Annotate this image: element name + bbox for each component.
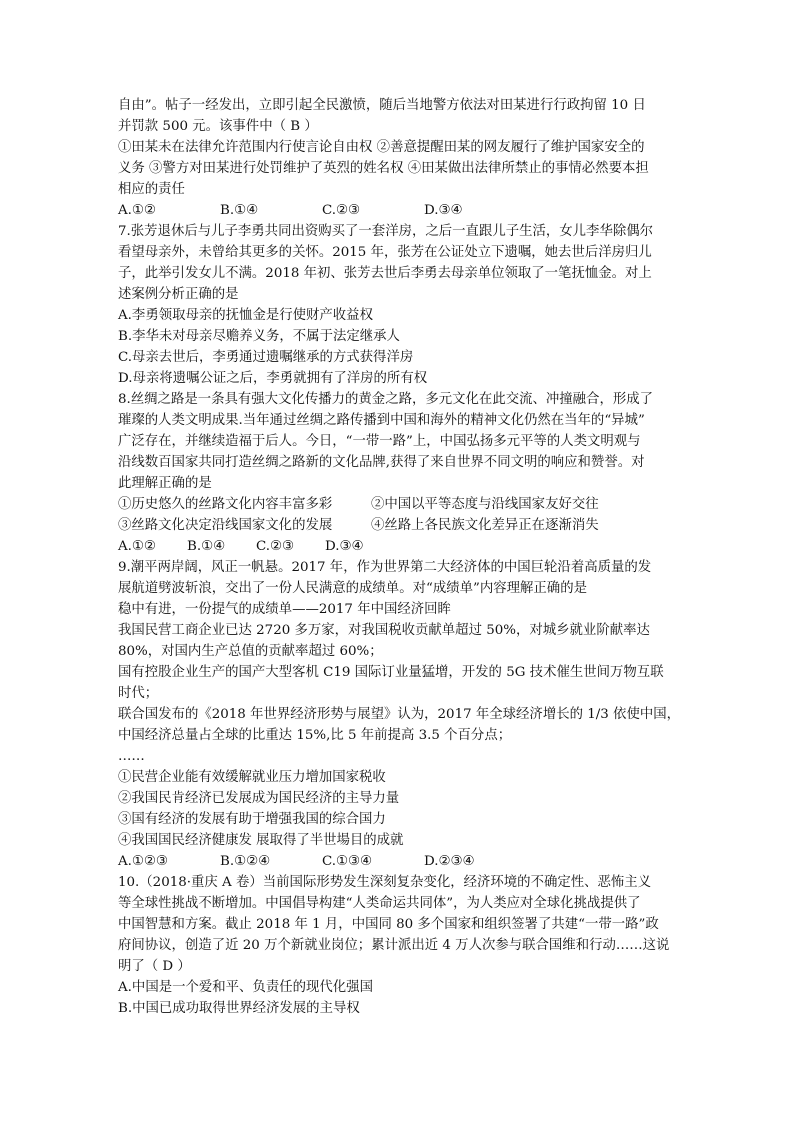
q9-statement-3: ③国有经济的发展有助于增强我国的综合国力 — [118, 812, 386, 827]
q8-option-b: B.①④ — [187, 539, 226, 554]
q6-option-b: B.①④ — [220, 203, 259, 218]
q9-text-line: 时代； — [118, 686, 159, 701]
q8-option-a: A.①② — [118, 539, 156, 554]
q6-option-a: A.①② — [118, 203, 156, 218]
q10-option-a: A.中国是一个爱和平、负责任的现代化强国 — [118, 980, 373, 995]
q8-statements-row — [118, 515, 680, 536]
q10-text-line: 中国智慧和方案。截止 2018 年 1 月，中国同 80 多个国家和组织签署了共建“一带一路”政 — [118, 917, 659, 932]
q7-option-b: B.李华未对母亲尽赡养义务，不属于法定继承人 — [118, 329, 400, 344]
q7-text-line: 看望母亲外，未曾给其更多的关怀。2015 年，张芳在公证处立下遗嘱，她去世后洋房归儿 — [118, 245, 652, 260]
q10-text-line: 10.（2018·重庆 A 卷）当前国际形势发生深刻复杂变化，经济环境的不确定性、恶怖主义 — [118, 875, 652, 890]
q8-options — [118, 536, 680, 557]
q10-text-line: 等全球性挑战不断增加。中国倡导构建“人类命运共同体”，为人类应对全球化挑战提供了 — [118, 896, 641, 911]
q8-statement-4: ④丝路上各民族文化差异正在逐渐消失 — [371, 518, 599, 533]
q7-option-a: A.李勇领取母亲的抚恤金是行使财产收益权 — [118, 308, 373, 323]
q10-text-line: 明了（ D ） — [118, 959, 191, 974]
q8-statement-2: ②中国以平等态度与沿线国家友好交往 — [371, 497, 599, 512]
q9-text-line: 9.潮平两岸阔，风正一帆悬。2017 年，作为世界第二大经济体的中国巨轮沿着高质量的发 — [118, 560, 652, 575]
q7-text-line: 7.张芳退休后与儿子李勇共同出资购买了一套洋房，之后一直跟儿子生活，女儿李华除偶尔 — [118, 224, 654, 239]
q9-text-line: 我国民营工商企业已达 2720 多万家，对我国税收贡献单超过 50%，对城乡就业阶献率达 — [118, 623, 650, 638]
q6-text-line: 并罚款 500 元。该事件中（ B ） — [118, 119, 318, 134]
q8-text-line: 沿线数百国家共同打造丝绸之路新的文化品牌,获得了来自世界不同文明的响应和赞誉。对 — [118, 455, 645, 470]
q6-statement-line: 相应的责任 — [118, 182, 185, 197]
q7-text-line: 子，此举引发女儿不满。2018 年初、张芳去世后李勇去母亲单位领取了一笔抚恤金。对上 — [118, 266, 652, 281]
q9-text-line: 展航道劈波斩浪，交出了一份人民满意的成绩单。对“成绩单”内容理解正确的是 — [118, 581, 587, 596]
q9-statement-2: ②我国民肯经济已发展成为国民经济的主导力量 — [118, 791, 400, 806]
q8-option-c: C.②③ — [256, 539, 295, 554]
q9-options — [118, 851, 680, 872]
q9-text-line: 稳中有进，一份提气的成绩单——2017 年中国经济回眸 — [118, 602, 451, 617]
q8-statement-1: ①历史悠久的丝路文化内容丰富多彩 — [118, 497, 333, 512]
q6-statement-line: ①田某未在法律允许范围内行使言论自由权 ②善意提醒田某的网友履行了维护国家安全的 — [118, 140, 645, 155]
q7-option-c: C.母亲去世后，李勇通过遗嘱继承的方式获得洋房 — [118, 350, 414, 365]
q9-text-line: …… — [118, 749, 145, 764]
q10-option-b: B.中国已成功取得世界经济发展的主导权 — [118, 1001, 360, 1016]
q9-text-line: 国有控股企业生产的国产大型客机 C19 国际订业量猛增，开发的 5G 技术催生世间万物互联 — [118, 665, 664, 680]
q8-text-line: 广泛存在，并继续造福于后人。今日，“一带一路”上，中国弘扬多元平等的人类文明观与 — [118, 434, 641, 449]
q9-text-line: 联合国发布的《2018 年世界经济形势与展望》认为，2017 年全球经济增长的 1/3 依使中国， — [118, 707, 681, 722]
q8-option-d: D.③④ — [325, 539, 364, 554]
q8-statements-row — [118, 494, 680, 515]
q10-text-line: 府间协议，创造了近 20 万个新就业岗位；累计派出近 4 万人次参与联合国维和行动……这说 — [118, 938, 670, 953]
q9-option-a: A.①②③ — [118, 854, 168, 869]
q9-option-d: D.②③④ — [424, 854, 475, 869]
q6-statement-line: 义务 ③警方对田某进行处罚维护了英烈的姓名权 ④田某做出法律所禁止的事情必然要本担 — [118, 161, 649, 176]
q6-option-c: C.②③ — [322, 203, 361, 218]
q8-text-line: 璀璨的人类文明成果.当年通过丝绸之路传播到中国和海外的精神文化仍然在当年的“异城” — [118, 413, 645, 428]
document-page — [118, 95, 680, 1019]
q9-option-b: B.①②④ — [220, 854, 271, 869]
q9-statement-4: ④我国国民经济健康发 展取得了半世場目的成就 — [118, 833, 404, 848]
q9-statement-1: ①民营企业能有效缓解就业压力增加国家税收 — [118, 770, 386, 785]
q9-option-c: C.①③④ — [322, 854, 373, 869]
q9-text-line: 中国经济总量占全球的比重达 15%,比 5 年前提高 3.5 个百分点； — [118, 728, 512, 743]
q8-text-line: 8.丝绸之路是一条具有强大文化传播力的黄金之路，多元文化在此交流、冲撞融合，形成了 — [118, 392, 654, 407]
q6-options — [118, 200, 680, 221]
q6-text-line: 自由”。帖子一经发出，立即引起全民激愤，随后当地警方依法对田某进行行政拘留 10 日 — [118, 98, 646, 113]
q7-option-d: D.母亲将遗嘱公证之后，李勇就拥有了洋房的所有权 — [118, 371, 428, 386]
q8-statement-3: ③丝路文化决定沿线国家文化的发展 — [118, 518, 333, 533]
q6-option-d: D.③④ — [424, 203, 463, 218]
q7-text-line: 述案例分析正确的是 — [118, 287, 239, 302]
q8-text-line: 此理解正确的是 — [118, 476, 212, 491]
q9-text-line: 80%，对国内生产总值的贡献率超过 60%； — [118, 644, 383, 659]
